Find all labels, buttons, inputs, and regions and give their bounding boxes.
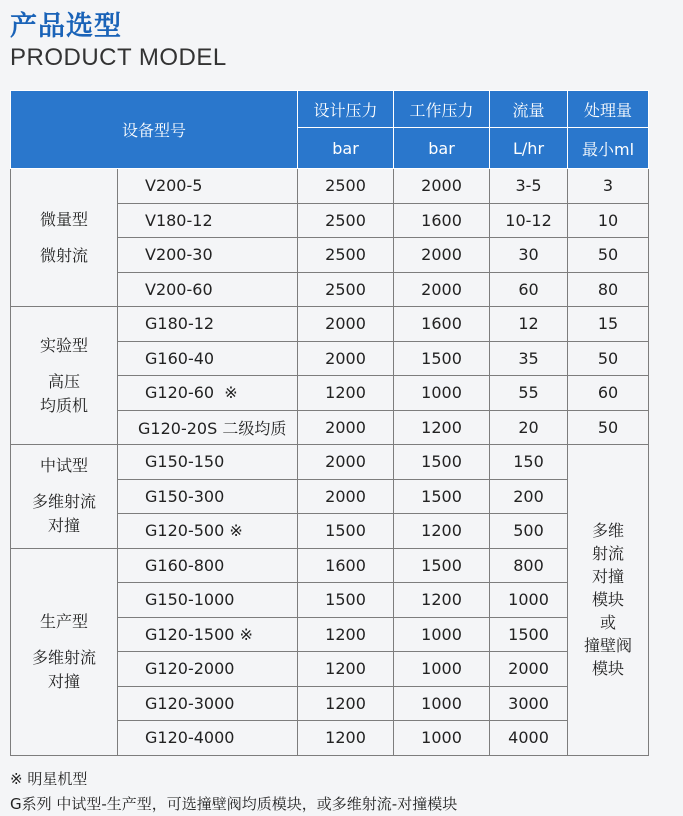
flow-cell: 2000: [490, 652, 568, 687]
design-pressure-cell: 1200: [298, 686, 394, 721]
module-label: 多维: [592, 521, 625, 541]
flow-cell: 10-12: [490, 203, 568, 238]
model-cell: G150-1000: [118, 583, 298, 618]
header-design-pressure: 设计压力: [298, 91, 394, 128]
model-cell: V180-12: [118, 203, 298, 238]
work-pressure-cell: 1000: [394, 652, 490, 687]
work-pressure-cell: 1600: [394, 203, 490, 238]
work-pressure-cell: 1000: [394, 617, 490, 652]
capacity-cell: 60: [568, 376, 649, 411]
header-capacity-unit: 最小ml: [568, 128, 649, 169]
work-pressure-cell: 1500: [394, 548, 490, 583]
module-label: 撞壁阀: [584, 636, 633, 656]
flow-cell: 200: [490, 479, 568, 514]
model-cell: G120-4000: [118, 721, 298, 756]
model-cell: V200-60: [118, 272, 298, 307]
capacity-cell: 15: [568, 307, 649, 342]
work-pressure-cell: 2000: [394, 272, 490, 307]
module-label: 射流: [592, 544, 625, 564]
group-label: 多维射流: [31, 647, 96, 667]
design-pressure-cell: 1200: [298, 617, 394, 652]
work-pressure-cell: 2000: [394, 169, 490, 204]
work-pressure-cell: 1000: [394, 376, 490, 411]
group-label: 高压: [47, 371, 80, 391]
page-subtitle: PRODUCT MODEL: [10, 44, 227, 71]
model-cell: G120-1500 ※: [118, 617, 298, 652]
design-pressure-cell: 2000: [298, 445, 394, 480]
capacity-cell: 3: [568, 169, 649, 204]
header-flow: 流量: [490, 91, 568, 128]
model-cell: G120-3000: [118, 686, 298, 721]
module-cell: [568, 445, 649, 756]
header-work-pressure: 工作压力: [394, 91, 490, 128]
work-pressure-cell: 1200: [394, 410, 490, 445]
capacity-cell: 80: [568, 272, 649, 307]
group-pilot: [11, 445, 118, 549]
group-label: 均质机: [39, 395, 88, 415]
design-pressure-cell: 1200: [298, 376, 394, 411]
design-pressure-cell: 1500: [298, 583, 394, 618]
design-pressure-cell: 1600: [298, 548, 394, 583]
flow-cell: 500: [490, 514, 568, 549]
model-cell: G120-60 ※: [118, 376, 298, 411]
group-label: 生产型: [39, 611, 88, 631]
module-label: 模块: [592, 590, 625, 610]
design-pressure-cell: 2000: [298, 479, 394, 514]
work-pressure-cell: 1500: [394, 479, 490, 514]
work-pressure-cell: 2000: [394, 238, 490, 273]
table-row: [11, 169, 649, 204]
flow-cell: 55: [490, 376, 568, 411]
group-label: 中试型: [39, 456, 88, 476]
flow-cell: 60: [490, 272, 568, 307]
module-label: 对撞: [592, 567, 625, 587]
design-pressure-cell: 2000: [298, 341, 394, 376]
product-model-table: [10, 90, 649, 756]
model-cell: G160-40: [118, 341, 298, 376]
header-capacity: 处理量: [568, 91, 649, 128]
design-pressure-cell: 1500: [298, 514, 394, 549]
flow-cell: 3-5: [490, 169, 568, 204]
flow-cell: 1500: [490, 617, 568, 652]
group-label: 对撞: [47, 516, 80, 536]
footnote-star-model: ※ 明星机型: [10, 770, 88, 788]
group-lab: [11, 307, 118, 445]
work-pressure-cell: 1500: [394, 341, 490, 376]
header-flow-unit: L/hr: [490, 128, 568, 169]
capacity-cell: 50: [568, 410, 649, 445]
design-pressure-cell: 1200: [298, 652, 394, 687]
design-pressure-cell: 2500: [298, 169, 394, 204]
module-label: 模块: [592, 659, 625, 679]
model-cell: G120-2000: [118, 652, 298, 687]
work-pressure-cell: 1200: [394, 514, 490, 549]
design-pressure-cell: 2500: [298, 203, 394, 238]
capacity-cell: 10: [568, 203, 649, 238]
module-label: 或: [600, 613, 617, 633]
capacity-cell: 50: [568, 341, 649, 376]
model-cell: V200-30: [118, 238, 298, 273]
group-micro: [11, 169, 118, 307]
table-row: [11, 548, 649, 583]
work-pressure-cell: 1000: [394, 686, 490, 721]
header-design-pressure-unit: bar: [298, 128, 394, 169]
group-production: [11, 548, 118, 755]
flow-cell: 800: [490, 548, 568, 583]
group-label: 微射流: [39, 245, 88, 265]
table-row: [11, 445, 649, 480]
flow-cell: 12: [490, 307, 568, 342]
model-cell: G150-300: [118, 479, 298, 514]
group-label: 微量型: [39, 209, 88, 229]
flow-cell: 4000: [490, 721, 568, 756]
model-cell: G180-12: [118, 307, 298, 342]
table-row: [11, 307, 649, 342]
design-pressure-cell: 2500: [298, 272, 394, 307]
group-label: 多维射流: [31, 492, 96, 512]
flow-cell: 150: [490, 445, 568, 480]
footnote-series: G系列 中试型-生产型，可选撞壁阀均质模块，或多维射流-对撞模块: [10, 795, 458, 813]
flow-cell: 20: [490, 410, 568, 445]
work-pressure-cell: 1000: [394, 721, 490, 756]
work-pressure-cell: 1600: [394, 307, 490, 342]
model-cell: G120-500 ※: [118, 514, 298, 549]
model-cell: G160-800: [118, 548, 298, 583]
group-label: 实验型: [39, 335, 88, 355]
model-cell: G150-150: [118, 445, 298, 480]
capacity-cell: 50: [568, 238, 649, 273]
flow-cell: 3000: [490, 686, 568, 721]
group-label: 对撞: [47, 671, 80, 691]
flow-cell: 1000: [490, 583, 568, 618]
design-pressure-cell: 2000: [298, 307, 394, 342]
model-cell: V200-5: [118, 169, 298, 204]
model-cell: G120-20S 二级均质: [118, 410, 298, 445]
design-pressure-cell: 1200: [298, 721, 394, 756]
design-pressure-cell: 2000: [298, 410, 394, 445]
flow-cell: 30: [490, 238, 568, 273]
flow-cell: 35: [490, 341, 568, 376]
page-title: 产品选型: [10, 11, 122, 42]
design-pressure-cell: 2500: [298, 238, 394, 273]
work-pressure-cell: 1500: [394, 445, 490, 480]
header-work-pressure-unit: bar: [394, 128, 490, 169]
work-pressure-cell: 1200: [394, 583, 490, 618]
header-model: 设备型号: [11, 91, 298, 169]
